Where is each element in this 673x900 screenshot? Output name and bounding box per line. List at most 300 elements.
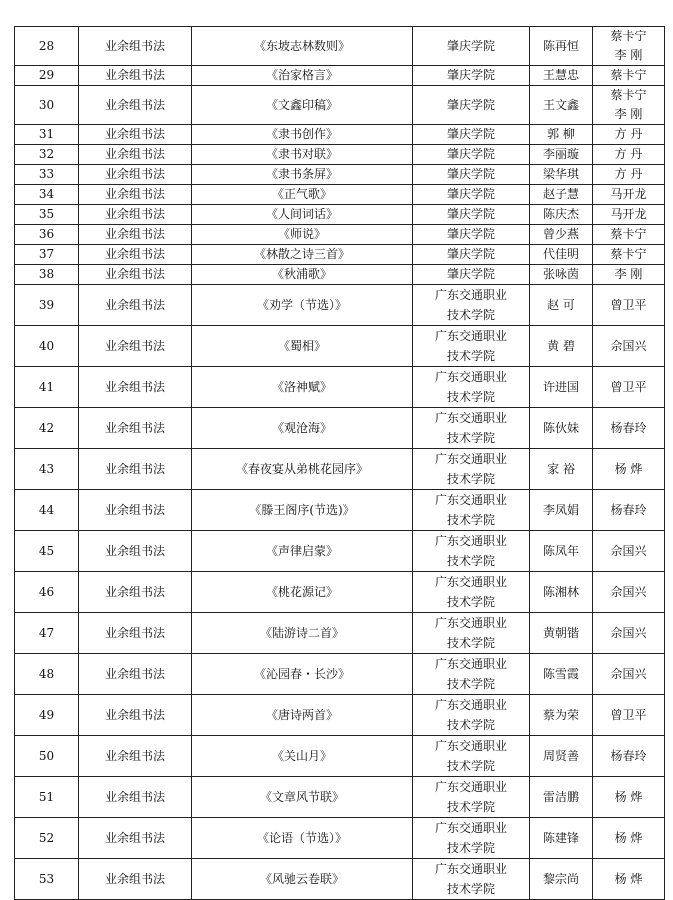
teacher-cell-text: 蔡卡宁 [610,68,647,82]
row-number-text: 46 [38,585,55,599]
category-cell [79,66,192,86]
table-row [15,408,665,449]
student-cell [530,326,593,367]
work-title-cell [192,265,413,285]
school-cell [413,449,530,490]
student-cell-text: 黎宗尚 [542,872,579,886]
school-cell-text: 肇庆学院 [446,167,495,181]
school-cell [413,145,530,165]
row-number-text: 37 [38,247,55,261]
work-title-cell [192,285,413,326]
student-cell-text: 陈再恒 [542,39,579,53]
row-number [15,531,79,572]
work-title-cell-text: 《陆游诗二首》 [259,626,344,640]
work-title-cell-text: 《论语（节选）》 [256,831,347,845]
teacher-cell-text: 方 丹 [614,127,643,141]
student-cell [530,265,593,285]
category-cell [79,145,192,165]
work-title-cell [192,66,413,86]
teacher-cell [593,27,665,66]
table-row [15,449,665,490]
row-number [15,449,79,490]
table-row [15,285,665,326]
category-cell-text: 业余组书法 [104,98,165,112]
teacher-cell [593,818,665,859]
category-cell-text: 业余组书法 [104,39,165,53]
school-cell-text: 广东交通职业技术学院 [434,821,507,855]
teacher-cell-text: 杨 烨 [614,872,643,886]
teacher-cell [593,326,665,367]
table-row [15,818,665,859]
work-title-cell-text: 《桃花源记》 [265,585,338,599]
teacher-cell-text: 曾卫平 [610,298,647,312]
teacher-cell-text: 方 丹 [614,147,643,161]
row-number [15,205,79,225]
student-cell-text: 家 裕 [547,462,575,476]
table-row [15,145,665,165]
school-cell [413,654,530,695]
category-cell [79,27,192,66]
table-row [15,86,665,125]
category-cell [79,326,192,367]
category-cell [79,531,192,572]
work-title-cell [192,777,413,818]
category-cell [79,449,192,490]
teacher-cell-text: 佘国兴 [610,544,647,558]
student-cell [530,695,593,736]
row-number-text: 51 [38,790,55,804]
category-cell [79,777,192,818]
teacher-cell-text: 佘国兴 [610,626,647,640]
category-cell [79,265,192,285]
teacher-cell-text: 方 丹 [614,167,643,181]
work-title-cell-text: 《风驰云卷联》 [259,872,344,886]
school-cell [413,326,530,367]
work-title-cell-text: 《唐诗两首》 [265,708,338,722]
work-title-cell [192,490,413,531]
student-cell-text: 郭 柳 [547,127,575,141]
teacher-cell [593,125,665,145]
school-cell [413,818,530,859]
work-title-cell [192,245,413,265]
school-cell [413,285,530,326]
teacher-cell [593,449,665,490]
school-cell [413,245,530,265]
table-row [15,613,665,654]
student-cell-text: 周贤善 [542,749,579,763]
row-number-text: 52 [38,831,55,845]
row-number-text: 29 [38,68,55,82]
category-cell [79,654,192,695]
work-title-cell-text: 《沁园春・长沙》 [253,667,350,681]
school-cell-text: 肇庆学院 [446,147,495,161]
teacher-cell-text: 杨 烨 [614,831,643,845]
student-cell [530,165,593,185]
school-cell [413,531,530,572]
work-title-cell-text: 《治家格言》 [265,68,338,82]
row-number [15,613,79,654]
row-number-text: 39 [38,298,55,312]
table-row [15,125,665,145]
student-cell-text: 许进国 [542,380,579,394]
category-cell-text: 业余组书法 [104,831,165,845]
category-cell [79,285,192,326]
row-number [15,285,79,326]
row-number-text: 48 [38,667,55,681]
student-cell-text: 曾少燕 [542,227,579,241]
work-title-cell [192,86,413,125]
category-cell-text: 业余组书法 [104,790,165,804]
teacher-cell [593,86,665,125]
student-cell-text: 陈庆杰 [542,207,579,221]
teacher-cell-text: 蔡卡宁 [610,227,647,241]
student-cell-text: 蔡为荣 [542,708,579,722]
table-row [15,695,665,736]
category-cell-text: 业余组书法 [104,127,165,141]
row-number-text: 47 [38,626,55,640]
teacher-cell [593,736,665,777]
student-cell [530,86,593,125]
student-cell [530,818,593,859]
work-title-cell [192,165,413,185]
student-cell-text: 梁华琪 [542,167,579,181]
work-title-cell-text: 《劝学（节选）》 [256,298,347,312]
row-number-text: 31 [38,127,55,141]
row-number [15,490,79,531]
teacher-cell [593,285,665,326]
row-number [15,654,79,695]
work-title-cell [192,367,413,408]
row-number-text: 30 [38,98,55,112]
teacher-cell-text: 佘国兴 [610,585,647,599]
teacher-cell-text: 佘国兴 [610,339,647,353]
table-row [15,777,665,818]
work-title-cell-text: 《隶书条屏》 [265,167,338,181]
work-title-cell [192,859,413,900]
school-cell-text: 肇庆学院 [446,127,495,141]
category-cell-text: 业余组书法 [104,380,165,394]
category-cell-text: 业余组书法 [104,585,165,599]
teacher-cell [593,367,665,408]
category-cell-text: 业余组书法 [104,421,165,435]
category-cell [79,245,192,265]
table-row [15,859,665,900]
category-cell [79,225,192,245]
teacher-cell-text: 杨 烨 [614,462,643,476]
work-title-cell-text: 《隶书对联》 [265,147,338,161]
school-cell [413,125,530,145]
row-number-text: 49 [38,708,55,722]
teacher-cell-text: 马开龙 [610,207,647,221]
category-cell [79,125,192,145]
teacher-cell-text: 杨春玲 [610,421,647,435]
row-number-text: 34 [38,187,55,201]
category-cell-text: 业余组书法 [104,207,165,221]
row-number-text: 38 [38,267,55,281]
row-number [15,225,79,245]
work-title-cell [192,613,413,654]
work-title-cell [192,818,413,859]
row-number-text: 41 [38,380,55,394]
work-title-cell-text: 《师说》 [277,227,326,241]
row-number [15,408,79,449]
school-cell-text: 广东交通职业技术学院 [434,739,507,773]
student-cell [530,27,593,66]
category-cell [79,490,192,531]
student-cell-text: 黄朝锴 [542,626,579,640]
school-cell [413,205,530,225]
row-number-text: 50 [38,749,55,763]
table-row [15,225,665,245]
row-number [15,185,79,205]
row-number [15,86,79,125]
category-cell-text: 业余组书法 [104,339,165,353]
student-cell [530,736,593,777]
category-cell [79,86,192,125]
teacher-cell [593,531,665,572]
teacher-cell-text: 杨春玲 [610,749,647,763]
teacher-cell [593,265,665,285]
school-cell-text: 肇庆学院 [446,207,495,221]
table-row [15,185,665,205]
category-cell [79,205,192,225]
row-number-text: 44 [38,503,55,517]
work-title-cell-text: 《春夜宴从弟桃花园序》 [235,462,368,476]
category-cell [79,572,192,613]
row-number [15,125,79,145]
work-title-cell [192,205,413,225]
category-cell [79,818,192,859]
work-title-cell-text: 《人间词话》 [265,207,338,221]
category-cell [79,736,192,777]
work-title-cell [192,572,413,613]
student-cell-text: 赵子慧 [542,187,579,201]
category-cell [79,408,192,449]
table-row [15,531,665,572]
school-cell [413,408,530,449]
teacher-cell-text: 曾卫平 [610,708,647,722]
student-cell-text: 陈伙妹 [542,421,579,435]
school-cell-text: 肇庆学院 [446,187,495,201]
work-title-cell-text: 《隶书创作》 [265,127,338,141]
category-cell [79,695,192,736]
row-number [15,165,79,185]
category-cell-text: 业余组书法 [104,267,165,281]
school-cell [413,165,530,185]
student-cell [530,490,593,531]
row-number [15,818,79,859]
work-title-cell-text: 《文章风节联》 [259,790,344,804]
table-row [15,367,665,408]
school-cell-text: 广东交通职业技术学院 [434,452,507,486]
row-number [15,145,79,165]
school-cell-text: 肇庆学院 [446,68,495,82]
school-cell [413,490,530,531]
school-cell-text: 广东交通职业技术学院 [434,411,507,445]
student-cell [530,572,593,613]
work-title-cell-text: 《观沧海》 [271,421,332,435]
student-cell-text: 王文鑫 [542,98,579,112]
teacher-cell [593,654,665,695]
work-title-cell [192,326,413,367]
school-cell-text: 肇庆学院 [446,39,495,53]
student-cell [530,859,593,900]
teacher-cell-text: 李 刚 [614,267,643,281]
category-cell-text: 业余组书法 [104,187,165,201]
work-title-cell-text: 《洛神赋》 [271,380,332,394]
school-cell [413,66,530,86]
row-number [15,66,79,86]
teacher-cell [593,66,665,86]
table-row [15,572,665,613]
table-row [15,245,665,265]
row-number-text: 53 [38,872,55,886]
school-cell [413,185,530,205]
student-cell-text: 雷洁鹏 [542,790,579,804]
teacher-cell-text: 蔡卡宁 李 刚 [610,29,647,62]
student-cell [530,205,593,225]
teacher-cell-text: 佘国兴 [610,667,647,681]
row-number-text: 36 [38,227,55,241]
row-number [15,695,79,736]
work-title-cell [192,736,413,777]
school-cell [413,265,530,285]
student-cell [530,531,593,572]
award-table [14,26,665,900]
table-row [15,654,665,695]
student-cell [530,125,593,145]
work-title-cell [192,145,413,165]
work-title-cell-text: 《文鑫印稿》 [265,98,338,112]
category-cell-text: 业余组书法 [104,247,165,261]
category-cell-text: 业余组书法 [104,147,165,161]
teacher-cell [593,695,665,736]
school-cell-text: 广东交通职业技术学院 [434,780,507,814]
table-row [15,165,665,185]
work-title-cell-text: 《关山月》 [271,749,332,763]
table-row [15,205,665,225]
category-cell-text: 业余组书法 [104,749,165,763]
table-row [15,490,665,531]
row-number [15,859,79,900]
student-cell-text: 李丽璇 [542,147,579,161]
school-cell-text: 广东交通职业技术学院 [434,657,507,691]
teacher-cell-text: 蔡卡宁 李 刚 [610,88,647,121]
teacher-cell [593,145,665,165]
student-cell [530,225,593,245]
school-cell [413,613,530,654]
work-title-cell [192,27,413,66]
row-number [15,326,79,367]
category-cell [79,165,192,185]
row-number [15,265,79,285]
work-title-cell-text: 《滕王阁序(节选)》 [249,503,355,517]
student-cell [530,613,593,654]
teacher-cell [593,859,665,900]
student-cell [530,777,593,818]
table-row [15,27,665,66]
work-title-cell-text: 《声律启蒙》 [265,544,338,558]
school-cell [413,736,530,777]
work-title-cell-text: 《东坡志林数则》 [253,39,350,53]
student-cell-text: 陈湘林 [542,585,579,599]
category-cell-text: 业余组书法 [104,227,165,241]
row-number [15,245,79,265]
teacher-cell-text: 马开龙 [610,187,647,201]
school-cell-text: 广东交通职业技术学院 [434,370,507,404]
school-cell [413,777,530,818]
work-title-cell [192,125,413,145]
teacher-cell [593,777,665,818]
school-cell-text: 肇庆学院 [446,247,495,261]
award-table-body [15,27,665,900]
work-title-cell-text: 《蜀相》 [277,339,326,353]
row-number-text: 42 [38,421,55,435]
table-row [15,66,665,86]
student-cell-text: 陈建锋 [542,831,579,845]
work-title-cell [192,449,413,490]
work-title-cell-text: 《林散之诗三首》 [253,247,350,261]
student-cell [530,654,593,695]
category-cell-text: 业余组书法 [104,462,165,476]
school-cell-text: 广东交通职业技术学院 [434,575,507,609]
student-cell-text: 陈雪霞 [542,667,579,681]
student-cell-text: 王慧忠 [542,68,579,82]
teacher-cell [593,490,665,531]
school-cell-text: 广东交通职业技术学院 [434,698,507,732]
work-title-cell-text: 《秋浦歌》 [271,267,332,281]
category-cell [79,613,192,654]
student-cell-text: 陈凤年 [542,544,579,558]
row-number-text: 40 [38,339,55,353]
row-number [15,736,79,777]
category-cell [79,859,192,900]
school-cell [413,27,530,66]
row-number [15,27,79,66]
row-number [15,572,79,613]
student-cell [530,145,593,165]
school-cell-text: 肇庆学院 [446,98,495,112]
student-cell-text: 赵 可 [547,298,575,312]
category-cell [79,367,192,408]
row-number [15,367,79,408]
student-cell [530,66,593,86]
category-cell-text: 业余组书法 [104,667,165,681]
category-cell-text: 业余组书法 [104,298,165,312]
school-cell-text: 广东交通职业技术学院 [434,534,507,568]
student-cell [530,245,593,265]
student-cell-text: 张咏茵 [542,267,579,281]
work-title-cell [192,185,413,205]
teacher-cell-text: 曾卫平 [610,380,647,394]
student-cell-text: 黄 碧 [547,339,575,353]
school-cell-text: 肇庆学院 [446,267,495,281]
work-title-cell [192,695,413,736]
row-number-text: 45 [38,544,55,558]
student-cell-text: 代佳明 [542,247,579,261]
student-cell [530,367,593,408]
teacher-cell-text: 蔡卡宁 [610,247,647,261]
work-title-cell-text: 《正气歌》 [271,187,332,201]
work-title-cell [192,225,413,245]
student-cell [530,408,593,449]
school-cell-text: 广东交通职业技术学院 [434,616,507,650]
row-number-text: 28 [38,39,55,53]
category-cell-text: 业余组书法 [104,872,165,886]
teacher-cell [593,408,665,449]
work-title-cell [192,654,413,695]
category-cell-text: 业余组书法 [104,708,165,722]
